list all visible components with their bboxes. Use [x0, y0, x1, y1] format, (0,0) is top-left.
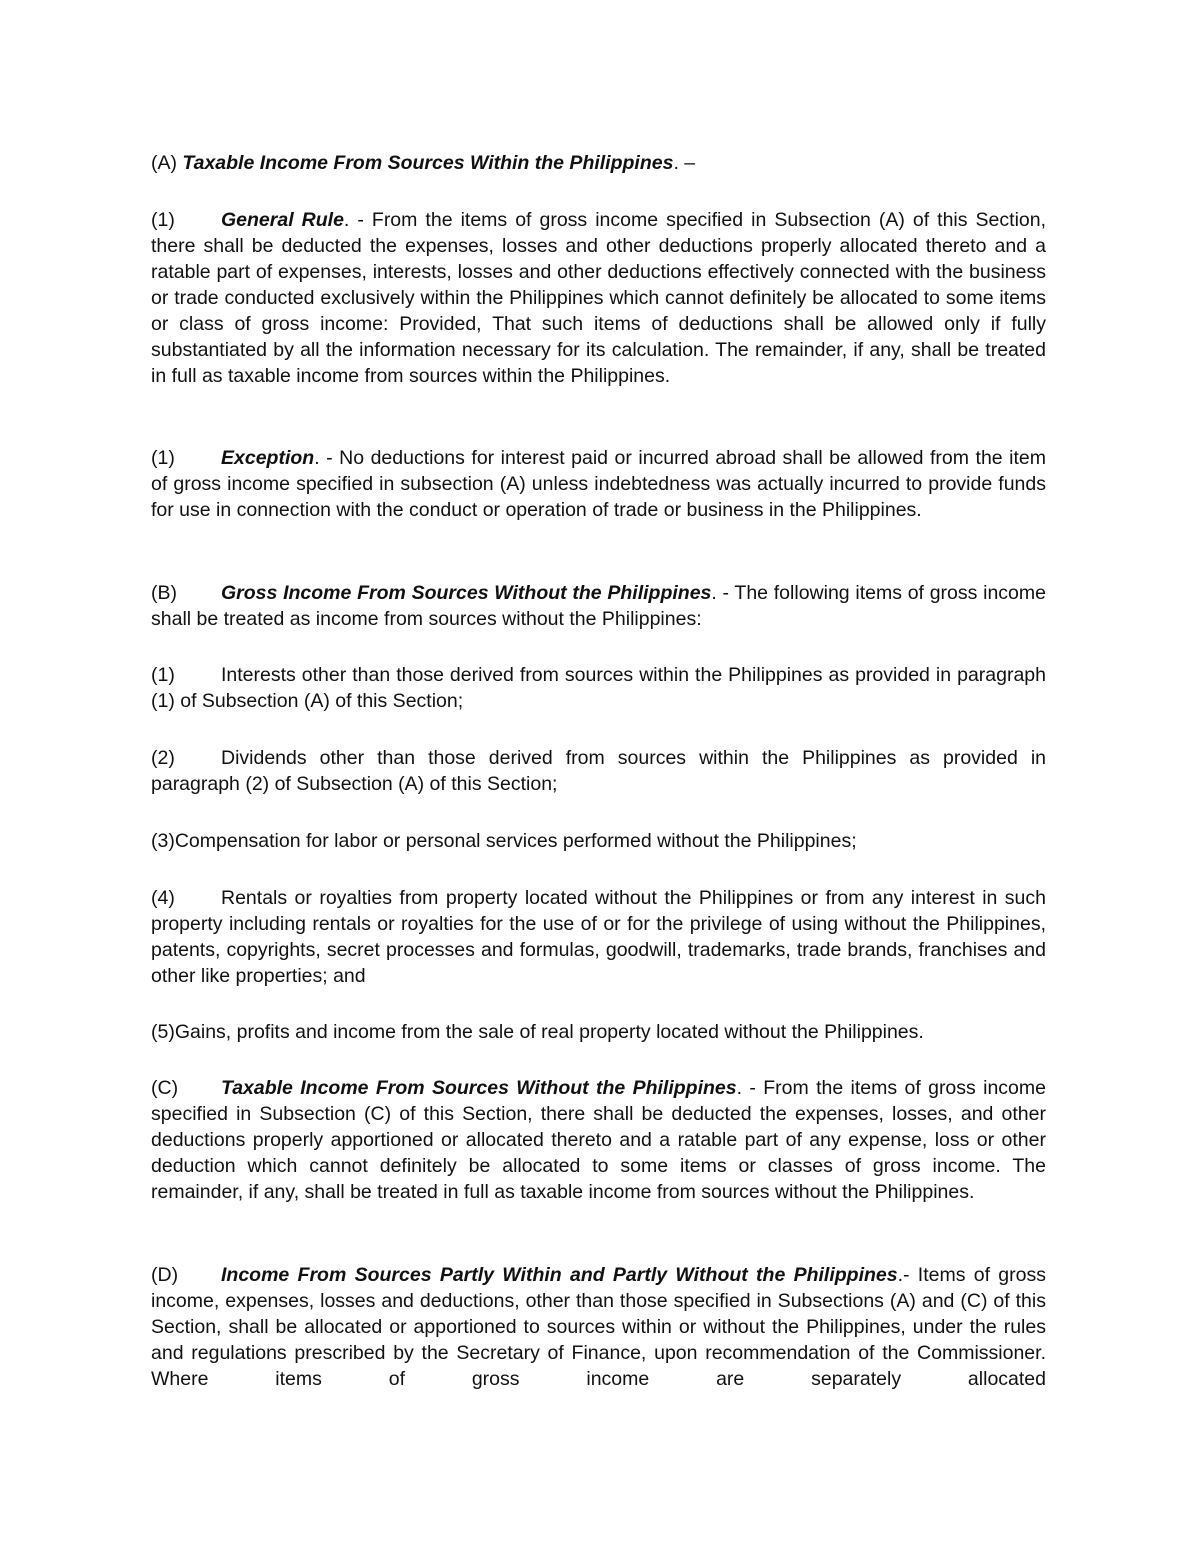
paragraph-number: (1)	[151, 209, 175, 231]
section-number: (C)	[151, 1077, 179, 1099]
item-number: (5)	[151, 1021, 175, 1043]
item-text: Interests other than those derived from sources within the Philippines as provided in paragraph (1) of Subsection (A) of this Section;	[151, 664, 1046, 712]
item-text: Gains, profits and income from the sale of real property located without the Philippines.	[174, 1021, 924, 1043]
item-number: (1)	[151, 664, 175, 686]
paragraph-heading: General Rule	[221, 209, 344, 231]
list-item-2	[151, 745, 1046, 797]
list-item-1	[151, 662, 1046, 714]
section-number: (B)	[151, 582, 177, 604]
item-text: Rentals or royalties from property located without the Philippines or from any interest in such property including rentals or royalties for the use of or for the privilege of using without the Philippines, patents, copyrights, secret processes and formulas, goodwill, trademarks, trade brands, franchises and other like properties; and	[151, 887, 1046, 987]
paragraph-exception	[151, 445, 1046, 523]
section-heading: Taxable Income From Sources Within the Philippines	[182, 152, 674, 174]
item-number: (4)	[151, 887, 175, 909]
section-text: . –	[673, 152, 696, 174]
paragraph-number: (1)	[151, 447, 175, 469]
paragraph-text: . - From the items of gross income specified in Subsection (A) of this Section, there shall be deducted the expenses, losses and other deductions properly allocated thereto and a ratable part of expenses, interests, losses and other deductions effectively connected with the business or trade conducted exclusively within the Philippines which cannot definitely be allocated to some items or class of gross income: Provided, That such items of deductions shall be allowed only if fully substantiated by all the information necessary for its calculation. The remainder, if any, shall be treated in full as taxable income from sources within the Philippines.	[151, 209, 1047, 387]
paragraph-general-rule	[151, 207, 1046, 389]
section-heading: Income From Sources Partly Within and Partly Without the Philippines	[221, 1264, 898, 1286]
section-heading: Taxable Income From Sources Without the Philippines	[221, 1077, 737, 1099]
item-text: Compensation for labor or personal services performed without the Philippines;	[174, 830, 857, 852]
section-text: . - From the items of gross income specified in Subsection (C) of this Section, there shall be deducted the expenses, losses, and other deductions properly apportioned or allocated thereto and a ratable part of any expense, loss or other deduction which cannot definitely be allocated to some items or classes of gross income. The remainder, if any, shall be treated in full as taxable income from sources without the Philippines.	[151, 1077, 1046, 1203]
paragraph-text: . - No deductions for interest paid or incurred abroad shall be allowed from the item of gross income specified in subsection (A) unless indebtedness was actually incurred to provide funds for use in connection with the conduct or operation of trade or business in the Philippines.	[151, 447, 1046, 521]
section-text: .- Items of gross income, expenses, losses and deductions, other than those specified in Subsections (A) and (C) of this Section, shall be allocated or apportioned to sources within or without the Philippines, under the rules and regulations prescribed by the Secretary of Finance, upon recommendation of the Commissioner. Where items of gross income are separately allocated	[151, 1264, 1046, 1390]
section-number: (A)	[151, 152, 177, 174]
paragraph-heading: Exception	[221, 447, 315, 469]
item-text: Dividends other than those derived from sources within the Philippines as provided in paragraph (2) of Subsection (A) of this Section;	[151, 747, 1046, 795]
section-a-title	[151, 150, 1046, 176]
section-number: (D)	[151, 1264, 179, 1286]
list-item-3	[151, 828, 1046, 854]
item-number: (3)	[151, 830, 175, 852]
section-text: . - The following items of gross income shall be treated as income from sources without the Philippines:	[151, 582, 1046, 630]
list-item-4	[151, 885, 1046, 989]
list-item-5	[151, 1019, 1046, 1045]
item-number: (2)	[151, 747, 175, 769]
section-c	[151, 1075, 1046, 1205]
section-heading: Gross Income From Sources Without the Philippines	[221, 582, 712, 604]
section-d	[151, 1262, 1046, 1392]
section-b	[151, 580, 1046, 632]
